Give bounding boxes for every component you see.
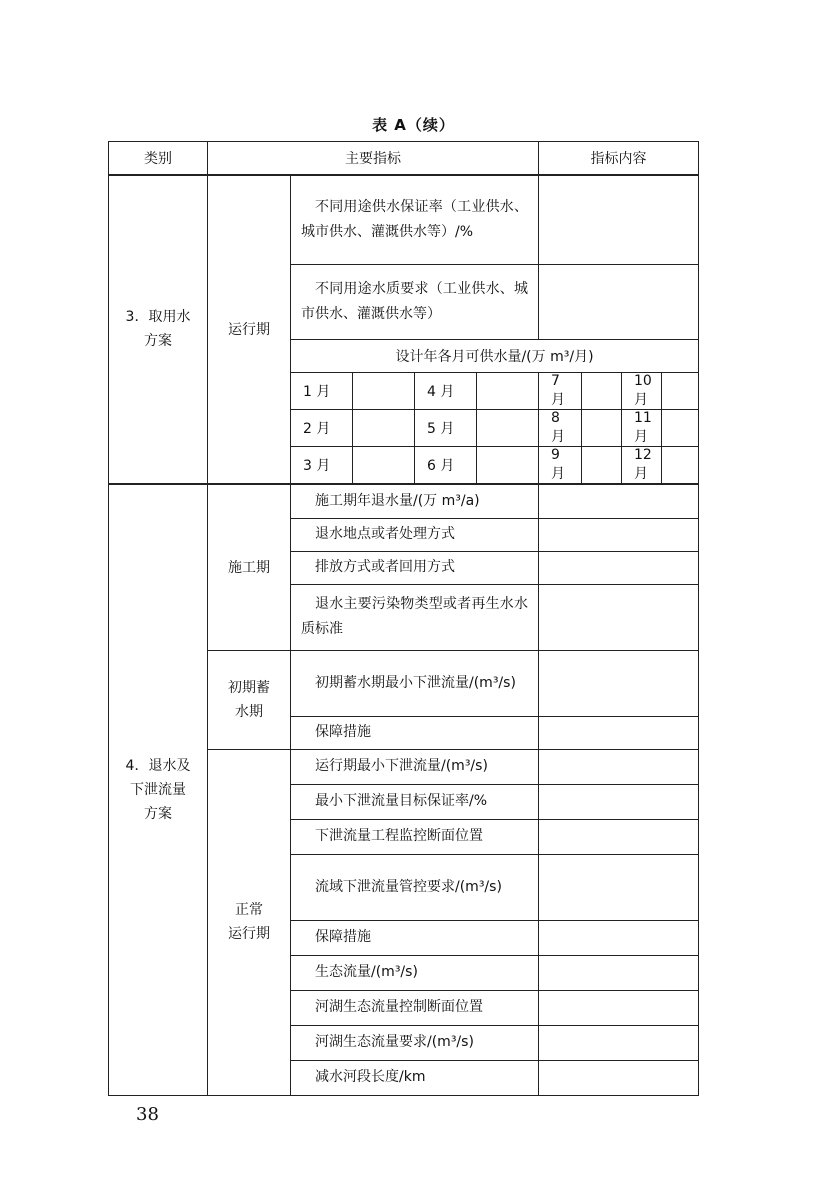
month-label: 1 月 <box>291 373 353 410</box>
indicator-eco-control-section: 河湖生态流量控制断面位置 <box>291 990 539 1025</box>
content-cell <box>539 518 699 551</box>
header-indicator-content: 指标内容 <box>539 142 699 175</box>
phase-construction: 施工期 <box>208 484 291 650</box>
indicator-discharge-method: 排放方式或者回用方式 <box>291 551 539 584</box>
month-label: 3 月 <box>291 447 353 485</box>
content-cell <box>539 650 699 716</box>
month-label: 4 月 <box>415 373 477 410</box>
indicator-discharge-location: 退水地点或者处理方式 <box>291 518 539 551</box>
indicator-annual-discharge: 施工期年退水量/(万 m³/a) <box>291 484 539 518</box>
month-label: 8 月 <box>539 410 582 447</box>
month-value <box>662 373 699 410</box>
month-label: 10 月 <box>622 373 662 410</box>
month-value <box>353 447 415 485</box>
month-value <box>662 447 699 485</box>
content-cell <box>539 175 699 265</box>
month-label: 6 月 <box>415 447 477 485</box>
month-label: 12 月 <box>622 447 662 485</box>
indicator-table <box>108 141 699 1096</box>
content-cell <box>539 920 699 955</box>
month-label: 5 月 <box>415 410 477 447</box>
category-discharge-flow: 4．退水及 下泄流量 方案 <box>109 484 208 1095</box>
month-label: 2 月 <box>291 410 353 447</box>
indicator-operation-min-flow: 运行期最小下泄流量/(m³/s) <box>291 749 539 784</box>
content-cell <box>539 749 699 784</box>
month-value <box>582 373 622 410</box>
header-row <box>109 142 699 175</box>
phase-operation: 运行期 <box>208 175 291 485</box>
header-main-indicator: 主要指标 <box>208 142 539 175</box>
content-cell <box>539 955 699 990</box>
content-cell <box>539 265 699 340</box>
table-row <box>109 175 699 265</box>
indicator-reduced-reach-length: 减水河段长度/km <box>291 1060 539 1095</box>
phase-normal-operation: 正常 运行期 <box>208 749 291 1095</box>
monthly-supply-title: 设计年各月可供水量/(万 m³/月) <box>291 340 699 373</box>
content-cell <box>539 584 699 650</box>
indicator-initial-safeguard: 保障措施 <box>291 716 539 749</box>
content-cell <box>539 1060 699 1095</box>
month-value <box>582 410 622 447</box>
header-category: 类别 <box>109 142 208 175</box>
indicator-initial-min-flow: 初期蓄水期最小下泄流量/(m³/s) <box>291 650 539 716</box>
indicator-pollutant-type: 退水主要污染物类型或者再生水水质标准 <box>291 584 539 650</box>
month-label: 7 月 <box>539 373 582 410</box>
indicator-min-flow-guarantee-rate: 最小下泄流量目标保证率/% <box>291 784 539 819</box>
month-value <box>662 410 699 447</box>
content-cell <box>539 854 699 920</box>
content-cell <box>539 551 699 584</box>
month-label: 9 月 <box>539 447 582 485</box>
content-cell <box>539 819 699 854</box>
page-number: 38 <box>136 1104 159 1125</box>
content-cell <box>539 1025 699 1060</box>
indicator-eco-flow-requirement: 河湖生态流量要求/(m³/s) <box>291 1025 539 1060</box>
content-cell <box>539 784 699 819</box>
content-cell <box>539 990 699 1025</box>
table-title: 表 A（续） <box>372 116 455 134</box>
month-label: 11 月 <box>622 410 662 447</box>
content-cell <box>539 716 699 749</box>
month-value <box>477 373 539 410</box>
table-row <box>109 484 699 518</box>
content-cell <box>539 484 699 518</box>
category-water-intake: 3．取用水 方案 <box>109 175 208 485</box>
phase-initial-impoundment: 初期蓄 水期 <box>208 650 291 749</box>
month-value <box>353 373 415 410</box>
indicator-water-quality-requirement: 不同用途水质要求（工业供水、城市供水、灌溉供水等） <box>291 265 539 340</box>
month-value <box>477 447 539 485</box>
month-value <box>582 447 622 485</box>
month-value <box>353 410 415 447</box>
indicator-monitoring-section: 下泄流量工程监控断面位置 <box>291 819 539 854</box>
indicator-basin-flow-control: 流域下泄流量管控要求/(m³/s) <box>291 854 539 920</box>
month-value <box>477 410 539 447</box>
indicator-supply-guarantee-rate: 不同用途供水保证率（工业供水、城市供水、灌溉供水等）/% <box>291 175 539 265</box>
indicator-ecological-flow: 生态流量/(m³/s) <box>291 955 539 990</box>
indicator-normal-safeguard: 保障措施 <box>291 920 539 955</box>
